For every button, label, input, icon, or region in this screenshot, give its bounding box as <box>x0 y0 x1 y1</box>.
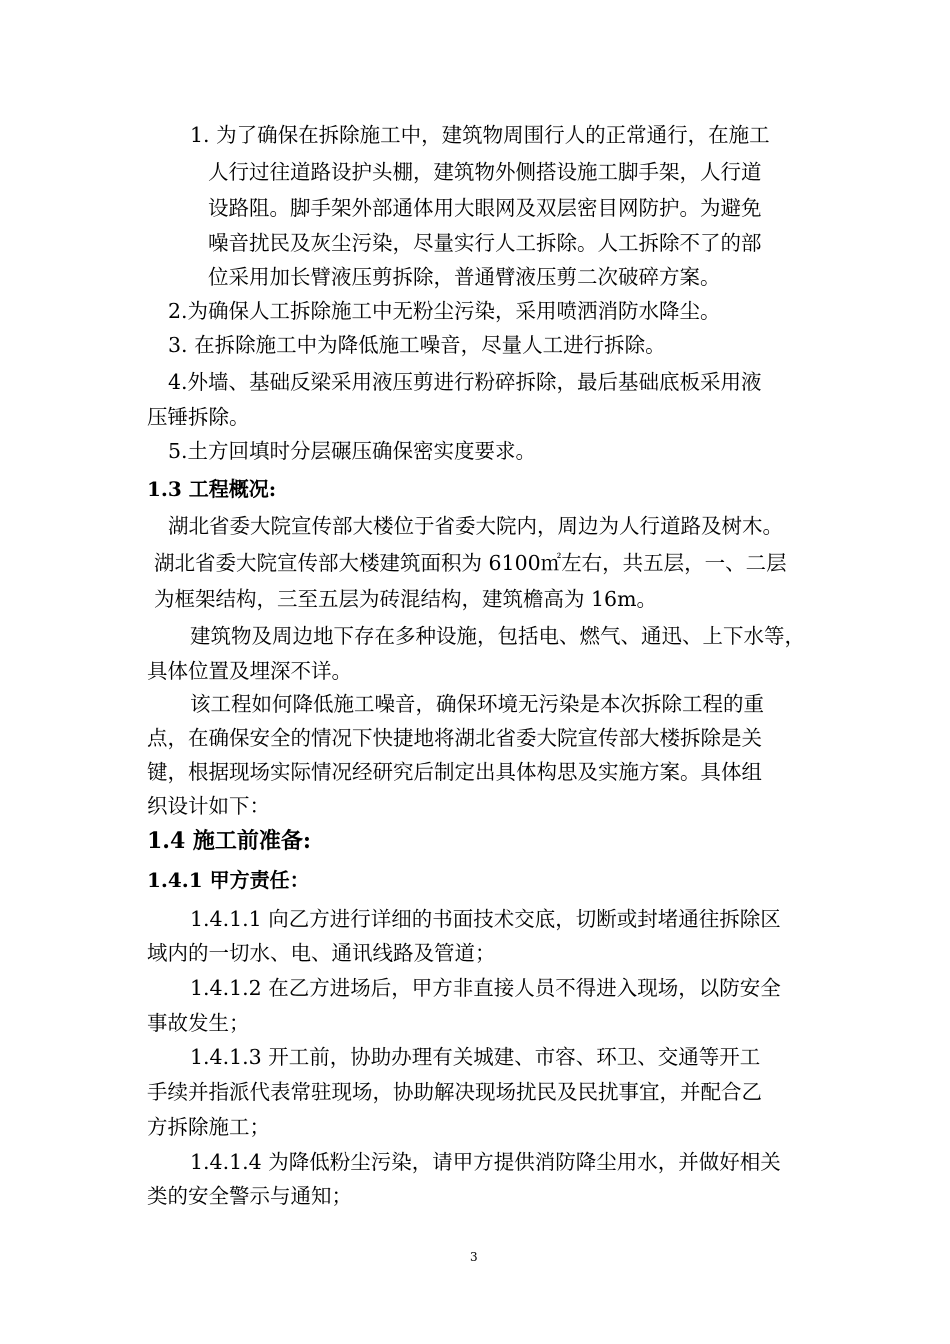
text-line: 湖北省委大院宣传部大楼建筑面积为 6100㎡左右，共五层，一、二层 <box>154 551 787 575</box>
text-line: 2.为确保人工拆除施工中无粉尘污染，采用喷洒消防水降尘。 <box>168 299 721 323</box>
text-line: 类的安全警示与通知； <box>147 1184 352 1208</box>
text-line: 位采用加长臂液压剪拆除，普通臂液压剪二次破碎方案。 <box>208 265 721 289</box>
text-line: 人行过往道路设护头棚，建筑物外侧搭设施工脚手架，人行道 <box>208 160 762 184</box>
text-line: 具体位置及埋深不详。 <box>147 659 352 683</box>
section-heading: 1.3 工程概况: <box>147 477 277 501</box>
text-line: 1.4.1.3 开工前，协助办理有关城建、市容、环卫、交通等开工 <box>190 1045 761 1069</box>
section-heading: 1.4 施工前准备: <box>147 828 312 854</box>
text-line: 键，根据现场实际情况经研究后制定出具体构思及实施方案。具体组 <box>147 760 762 784</box>
text-line: 1. 为了确保在拆除施工中，建筑物周围行人的正常通行，在施工 <box>190 123 770 147</box>
text-line: 为框架结构，三至五层为砖混结构，建筑檐高为 16m。 <box>154 587 658 611</box>
text-line: 1.4.1.2 在乙方进场后，甲方非直接人员不得进入现场，以防安全 <box>190 976 781 1000</box>
text-line: 建筑物及周边地下存在多种设施，包括电、燃气、通迅、上下水等， <box>190 624 805 648</box>
text-line: 域内的一切水、电、通讯线路及管道； <box>147 941 496 965</box>
text-line: 设路阻。脚手架外部通体用大眼网及双层密目网防护。为避免 <box>208 196 762 220</box>
text-line: 手续并指派代表常驻现场，协助解决现场扰民及民扰事宜，并配合乙 <box>147 1080 762 1104</box>
text-line: 噪音扰民及灰尘污染，尽量实行人工拆除。人工拆除不了的部 <box>208 231 762 255</box>
text-line: 3. 在拆除施工中为降低施工噪音，尽量人工进行拆除。 <box>168 333 666 357</box>
text-line: 4.外墙、基础反梁采用液压剪进行粉碎拆除，最后基础底板采用液 <box>168 370 762 394</box>
text-line: 方拆除施工； <box>147 1115 270 1139</box>
text-line: 该工程如何降低施工噪音，确保环境无污染是本次拆除工程的重 <box>190 692 764 716</box>
text-line: 事故发生； <box>147 1011 250 1035</box>
page-number: 3 <box>470 1250 478 1264</box>
text-line: 湖北省委大院宣传部大楼位于省委大院内，周边为人行道路及树木。 <box>168 514 783 538</box>
text-line: 点，在确保安全的情况下快捷地将湖北省委大院宣传部大楼拆除是关 <box>147 726 762 750</box>
subsection-heading: 1.4.1 甲方责任： <box>147 868 310 892</box>
text-line: 1.4.1.4 为降低粉尘污染，请甲方提供消防降尘用水，并做好相关 <box>190 1150 781 1174</box>
text-line: 织设计如下： <box>147 794 270 818</box>
text-line: 1.4.1.1 向乙方进行详细的书面技术交底，切断或封堵通往拆除区 <box>190 907 781 931</box>
text-line: 5.土方回填时分层碾压确保密实度要求。 <box>168 439 537 463</box>
text-line: 压锤拆除。 <box>147 405 250 429</box>
